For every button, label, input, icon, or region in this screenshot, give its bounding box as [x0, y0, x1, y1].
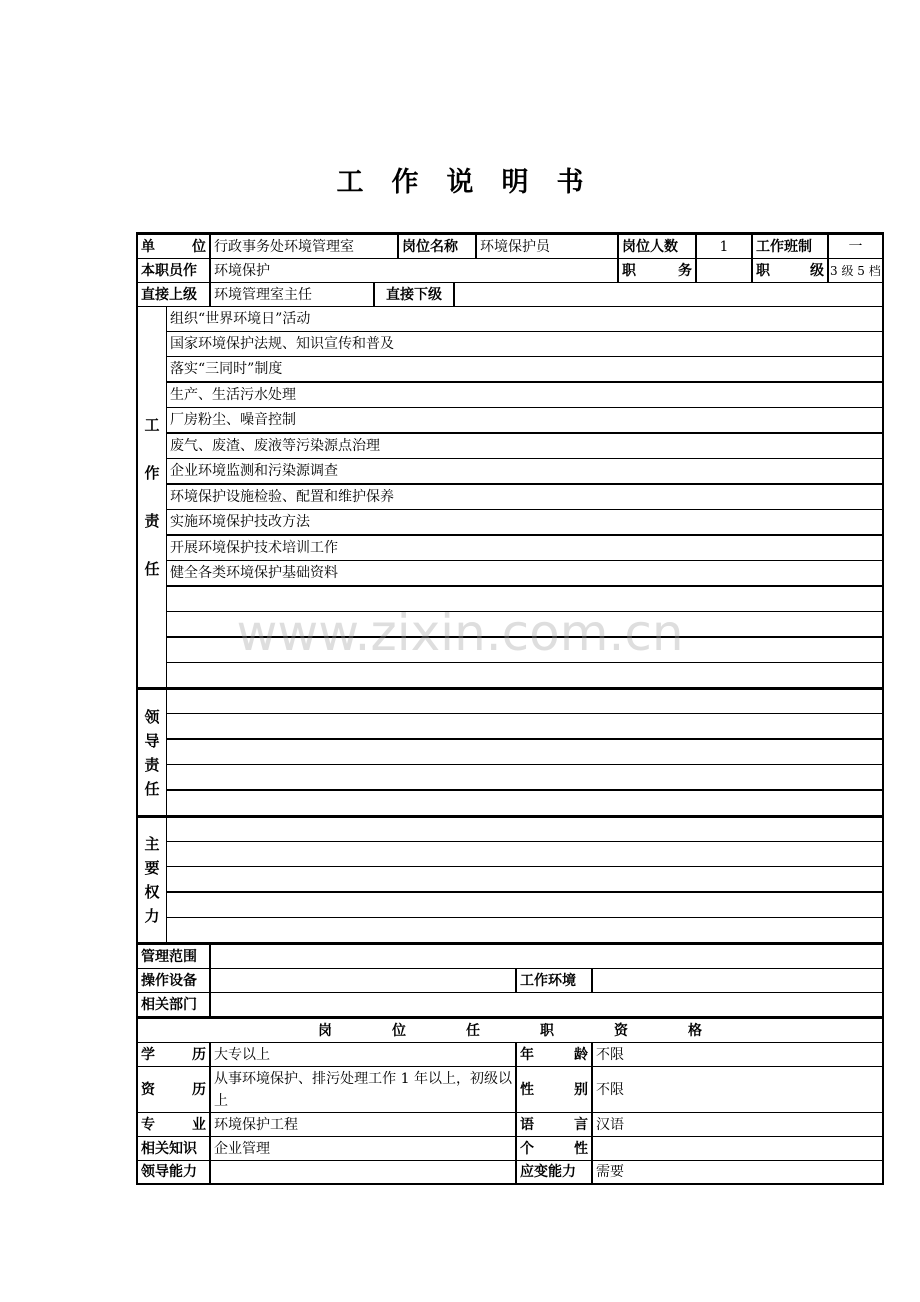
grade-label — [752, 258, 828, 283]
qual-header-char: 位 — [392, 1022, 406, 1039]
resp-label-char: 责 — [144, 512, 160, 530]
lead-label-char: 任 — [144, 779, 160, 798]
equipment-value[interactable] — [210, 968, 516, 993]
leadership-item[interactable] — [166, 713, 883, 739]
subordinate-value[interactable] — [454, 282, 883, 307]
adaptability-label: 应变能力 — [516, 1160, 592, 1184]
qual-header-char: 格 — [688, 1022, 702, 1039]
exp-label-b: 历 — [192, 1081, 206, 1098]
grade-label-b: 级 — [810, 262, 824, 279]
dept-label: 相关部门 — [137, 992, 210, 1017]
leadership-ability-label: 领导能力 — [137, 1160, 210, 1184]
authority-item[interactable] — [166, 816, 883, 842]
education-label — [137, 1042, 210, 1067]
resp-label-char: 工 — [144, 416, 160, 434]
responsibility-item[interactable]: 厂房粉尘、噪音控制 — [166, 407, 883, 433]
work-env-label: 工作环境 — [516, 968, 592, 993]
subordinate-label: 直接下级 — [374, 282, 454, 307]
responsibility-item[interactable]: 组织“世界环境日”活动 — [166, 306, 883, 332]
shift-label: 工作班制 — [752, 234, 828, 259]
headcount-value[interactable]: 1 — [696, 234, 752, 259]
post-name-label: 岗位名称 — [398, 234, 476, 259]
qual-header-char: 职 — [540, 1022, 554, 1039]
unit-value[interactable]: 行政事务处环境管理室 — [210, 234, 398, 259]
lang-label-a: 语 — [520, 1116, 534, 1133]
major-value[interactable]: 环境保护工程 — [210, 1112, 516, 1137]
age-value[interactable]: 不限 — [592, 1042, 883, 1067]
personality-label — [516, 1136, 592, 1161]
title-char: 工 — [336, 167, 364, 198]
age-label — [516, 1042, 592, 1067]
language-value[interactable]: 汉语 — [592, 1112, 883, 1137]
grade-label-a: 职 — [756, 262, 770, 279]
page-title — [0, 160, 920, 199]
duty-value[interactable] — [696, 258, 752, 283]
major-label — [137, 1112, 210, 1137]
duty-label-a: 职 — [622, 262, 636, 279]
qual-header-char: 岗 — [318, 1022, 332, 1039]
unit-label-a: 单 — [141, 238, 155, 255]
leadership-item[interactable] — [166, 739, 883, 765]
sex-label-b: 别 — [574, 1081, 588, 1098]
title-char: 明 — [501, 167, 529, 198]
edu-label-a: 学 — [141, 1046, 155, 1063]
authority-item[interactable] — [166, 892, 883, 918]
resp-label-char: 作 — [144, 464, 160, 482]
responsibility-item[interactable]: 健全各类环境保护基础资料 — [166, 560, 883, 586]
dept-value[interactable] — [210, 992, 883, 1017]
personality-label-a: 个 — [520, 1140, 534, 1157]
unit-label-b: 位 — [192, 238, 206, 255]
sex-value[interactable]: 不限 — [592, 1066, 883, 1113]
superior-label: 直接上级 — [137, 282, 210, 307]
leadership-label — [137, 688, 167, 816]
equipment-label: 操作设备 — [137, 968, 210, 993]
auth-label-char: 权 — [144, 883, 160, 901]
work-label: 本职员作 — [137, 258, 210, 283]
auth-label-char: 主 — [144, 835, 160, 853]
superior-value[interactable]: 环境管理室主任 — [210, 282, 374, 307]
sex-label-a: 性 — [520, 1081, 534, 1098]
work-value[interactable]: 环境保护 — [210, 258, 618, 283]
experience-value[interactable]: 从事环境保护、排污处理工作 1 年以上，初级以上 — [210, 1066, 516, 1113]
authority-item[interactable] — [166, 866, 883, 892]
exp-label-a: 资 — [141, 1081, 155, 1098]
knowledge-label: 相关知识 — [137, 1136, 210, 1161]
qual-header-char: 任 — [466, 1022, 480, 1039]
leadership-ability-value[interactable] — [210, 1160, 516, 1184]
auth-label-char: 力 — [144, 907, 160, 925]
age-label-a: 年 — [520, 1046, 534, 1063]
leadership-item[interactable] — [166, 764, 883, 790]
shift-value[interactable]: 一 — [828, 234, 883, 259]
lead-label-char: 责 — [144, 755, 160, 774]
post-name-value[interactable]: 环境保护员 — [476, 234, 618, 259]
responsibility-item[interactable]: 落实“三同时”制度 — [166, 356, 883, 382]
edu-label-b: 历 — [192, 1046, 206, 1063]
title-char: 说 — [446, 167, 474, 198]
responsibility-item[interactable]: 国家环境保护法规、知识宣传和普及 — [166, 331, 883, 357]
lang-label-b: 言 — [574, 1116, 588, 1133]
lead-label-char: 领 — [144, 707, 160, 726]
responsibility-item[interactable]: 生产、生活污水处理 — [166, 382, 883, 408]
scope-value[interactable] — [210, 943, 883, 969]
qual-header-char: 资 — [614, 1022, 628, 1039]
personality-label-b: 性 — [574, 1140, 588, 1157]
headcount-label: 岗位人数 — [618, 234, 696, 259]
authority-item[interactable] — [166, 917, 883, 943]
unit-label — [137, 234, 210, 259]
duty-label-b: 务 — [678, 262, 692, 279]
leadership-item[interactable] — [166, 688, 883, 714]
responsibility-item[interactable] — [166, 637, 883, 663]
responsibility-item[interactable] — [166, 662, 883, 688]
title-char: 作 — [391, 167, 419, 198]
responsibility-item[interactable]: 企业环境监测和污染源调查 — [166, 458, 883, 484]
authority-label — [137, 816, 167, 943]
authority-item[interactable] — [166, 841, 883, 867]
resp-label-char: 任 — [144, 560, 160, 578]
watermark: www.zixin.com.cn — [236, 604, 684, 662]
responsibility-item[interactable] — [166, 611, 883, 637]
adaptability-value[interactable]: 需要 — [592, 1160, 883, 1184]
work-env-value[interactable] — [592, 968, 883, 993]
major-label-a: 专 — [141, 1116, 155, 1133]
education-value[interactable]: 大专以上 — [210, 1042, 516, 1067]
language-label — [516, 1112, 592, 1137]
responsibility-item[interactable]: 环境保护设施检验、配置和维护保养 — [166, 484, 883, 510]
personality-value[interactable] — [592, 1136, 883, 1161]
qualification-header — [137, 1017, 883, 1043]
responsibilities-label — [137, 306, 167, 688]
responsibility-item[interactable]: 废气、废渣、废液等污染源点治理 — [166, 433, 883, 459]
responsibility-item[interactable]: 实施环境保护技改方法 — [166, 509, 883, 535]
auth-label-char: 要 — [144, 859, 160, 877]
sex-label — [516, 1066, 592, 1113]
grade-value[interactable]: 3 级 5 档 — [828, 258, 883, 283]
scope-label: 管理范围 — [137, 943, 210, 969]
responsibility-item[interactable]: 开展环境保护技术培训工作 — [166, 535, 883, 561]
lead-label-char: 导 — [144, 731, 160, 750]
duty-label — [618, 258, 696, 283]
major-label-b: 业 — [192, 1116, 206, 1133]
leadership-item[interactable] — [166, 790, 883, 816]
knowledge-value[interactable]: 企业管理 — [210, 1136, 516, 1161]
experience-label — [137, 1066, 210, 1113]
responsibility-item[interactable] — [166, 586, 883, 612]
age-label-b: 龄 — [574, 1046, 588, 1063]
title-char: 书 — [556, 167, 584, 198]
